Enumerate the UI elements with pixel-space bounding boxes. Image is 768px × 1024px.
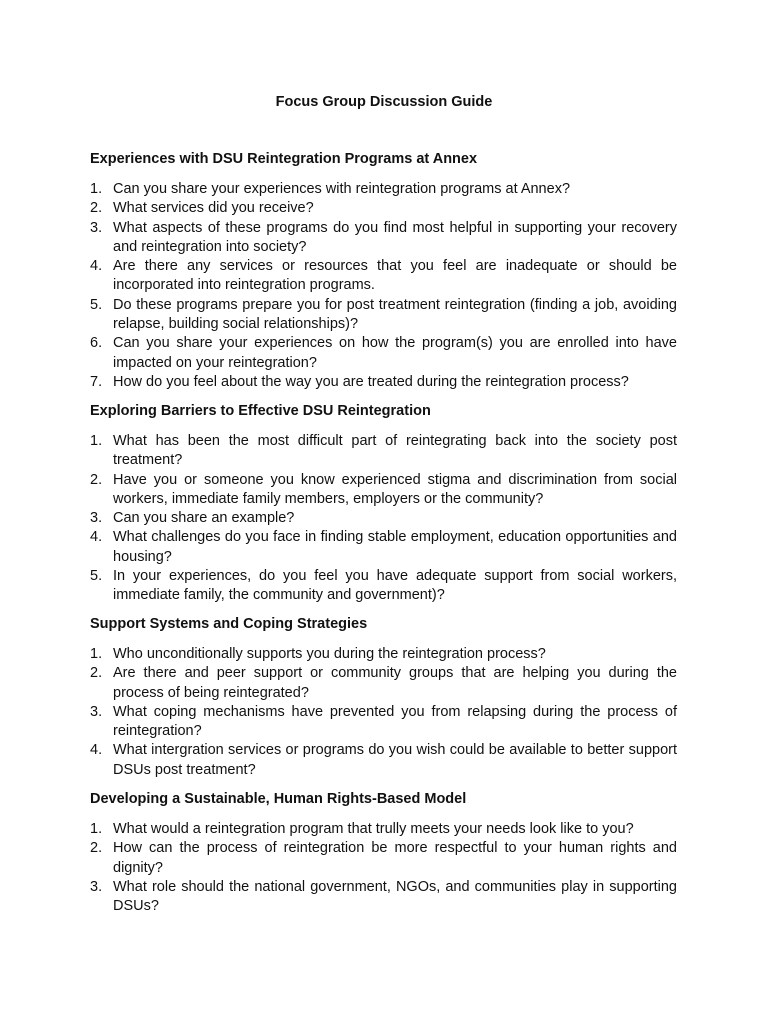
section-support-systems [90,615,677,780]
item-text: Have you or someone you know experienced stigma and discrimination from social workers, immediate family members, employers or the community? [113,471,677,507]
item-number: 5. [90,296,103,313]
item-text: What services did you receive? [113,200,314,217]
list-item [90,432,677,471]
item-number: 4. [90,258,103,275]
list-item [90,199,677,218]
item-text: What coping mechanisms have prevented you from relapsing during the process of reintegration? [113,703,677,740]
item-text: Can you share an example? [113,510,295,527]
item-text: What would a reintegration program that trully meets your needs look like to you? [113,821,634,837]
section-heading: Developing a Sustainable, Human Rights-Based Model [90,791,467,807]
item-text: In your experiences, do you feel you have adequate support from social workers, immediate family, the community and government)? [113,568,677,604]
list-item [90,471,677,510]
item-number: 3. [90,878,103,895]
item-number: 3. [90,219,103,236]
item-text: How can the process of reintegration be more respectful to your human rights and dignity? [113,840,677,876]
item-number: 2. [90,665,103,682]
item-number: 4. [90,742,103,759]
list-item [90,373,677,392]
list-item [90,296,677,335]
section-reintegration-barriers [90,402,677,606]
question-list [90,645,677,780]
list-item [90,820,677,839]
list-item [90,878,677,917]
item-text: What role should the national government, NGOs, and communities play in supporting DSUs? [113,878,677,915]
item-number: 1. [90,433,103,449]
list-item [90,509,677,528]
item-number: 3. [90,510,103,527]
question-list [90,820,677,916]
list-item [90,219,677,258]
item-text: What challenges do you face in finding stable employment, education opportunities and housing? [113,529,677,565]
list-item [90,528,677,567]
item-text: Are there any services or resources that you feel are inadequate or should be incorporated into reintegration programs. [113,258,677,294]
item-number: 1. [90,821,103,837]
item-number: 6. [90,335,103,352]
item-number: 3. [90,703,103,720]
item-text: Can you share your experiences on how the program(s) you are enrolled into have impacted on your reintegration? [113,335,677,371]
section-heading: Support Systems and Coping Strategies [90,616,368,632]
list-item [90,645,677,664]
list-item [90,741,677,780]
item-number: 4. [90,529,103,546]
question-list [90,432,677,606]
item-text: What has been the most difficult part of reintegrating back into the society post treatment? [113,433,677,469]
section-human-rights-model [90,790,677,916]
document-title: Focus Group Discussion Guide [275,94,493,110]
item-number: 2. [90,471,103,488]
list-item [90,664,677,703]
list-item [90,567,677,606]
item-text: Do these programs prepare you for post treatment reintegration (finding a job, avoiding relapse, building social relationships)? [113,296,677,333]
item-text: What aspects of these programs do you find most helpful in supporting your recovery and reintegration into society? [113,219,677,255]
item-text: How do you feel about the way you are treated during the reintegration process? [113,373,629,390]
item-number: 2. [90,840,103,857]
list-item [90,180,677,199]
item-number: 1. [90,646,103,662]
list-item [90,703,677,742]
section-heading: Experiences with DSU Reintegration Programs at Annex [90,151,478,167]
item-number: 7. [90,373,103,390]
section-heading: Exploring Barriers to Effective DSU Reintegration [90,403,431,419]
item-text: Who unconditionally supports you during the reintegration process? [113,646,546,662]
list-item [90,334,677,373]
section-dsu-reintegration-experiences [90,150,677,392]
list-item [90,839,677,878]
item-text: What intergration services or programs do you wish could be available to better support DSUs post treatment? [113,742,677,778]
item-number: 5. [90,568,103,585]
item-number: 2. [90,200,103,217]
item-text: Can you share your experiences with reintegration programs at Annex? [113,181,571,197]
list-item [90,257,677,296]
item-number: 1. [90,181,103,197]
question-list [90,180,677,392]
item-text: Are there and peer support or community groups that are helping you during the process of being reintegrated? [113,665,677,701]
